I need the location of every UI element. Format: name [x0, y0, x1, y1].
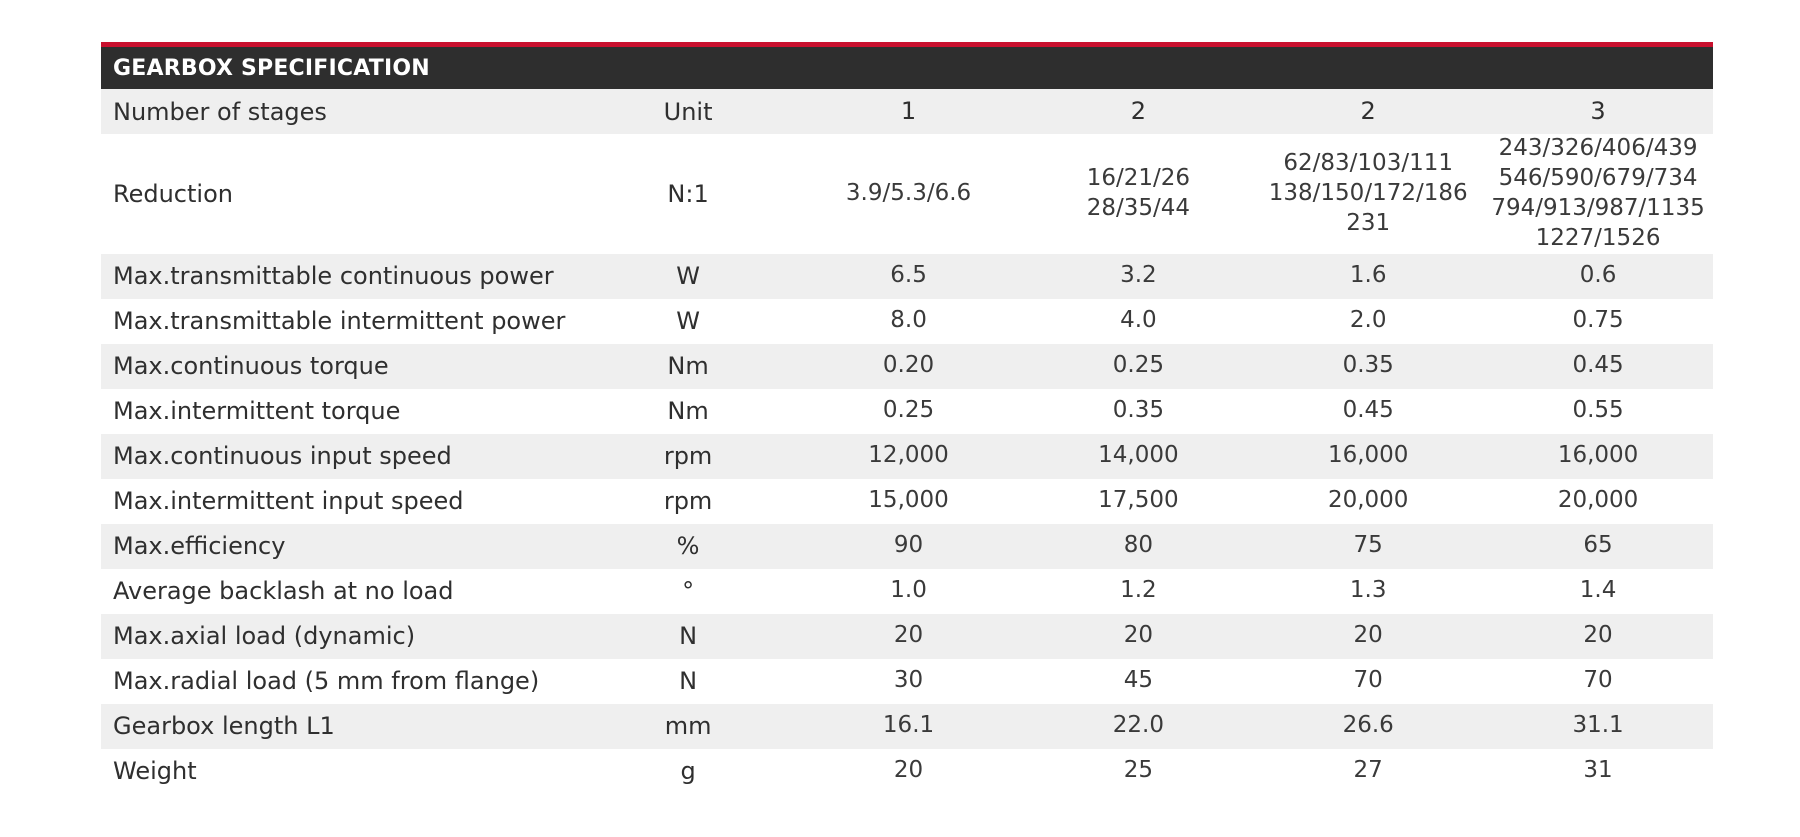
row-value: 31.1	[1483, 704, 1713, 749]
row-value: 16.1	[794, 704, 1024, 749]
row-unit: %	[583, 524, 794, 569]
gearbox-spec-panel	[101, 42, 1713, 794]
row-value: 0.55	[1572, 397, 1624, 424]
spec-table	[101, 89, 1713, 794]
header-unit: Unit	[583, 89, 794, 134]
table-row	[101, 749, 1713, 794]
reduction-line: 16/21/26	[1086, 164, 1191, 191]
reduction-line: 231	[1346, 209, 1391, 236]
row-label: Weight	[113, 757, 197, 786]
table-row	[101, 524, 1713, 569]
table-row	[101, 389, 1713, 434]
reduction-line: 138/150/172/186	[1268, 179, 1468, 206]
reduction-line: 1227/1526	[1535, 224, 1661, 251]
row-unit: mm	[583, 704, 794, 749]
row-value: 80	[1023, 524, 1253, 569]
row-unit: rpm	[583, 434, 794, 479]
reduction-row	[101, 134, 1713, 254]
row-value: 20	[893, 757, 924, 784]
table-row	[101, 254, 1713, 299]
row-unit: Nm	[583, 344, 794, 389]
row-value: 30	[893, 667, 924, 694]
table-row	[101, 704, 1713, 749]
row-label: Max.intermittent input speed	[113, 487, 464, 516]
row-unit: rpm	[663, 487, 713, 516]
row-value: 1.3	[1349, 577, 1387, 604]
row-value: 6.5	[794, 254, 1024, 299]
row-unit: W	[583, 254, 794, 299]
row-label: Max.axial load (dynamic)	[101, 614, 583, 659]
row-value: 45	[1123, 667, 1153, 694]
row-value: 4.0	[1120, 307, 1157, 334]
row-value: 26.6	[1253, 704, 1483, 749]
row-unit: g	[680, 757, 696, 786]
header-stage-2: 2	[1023, 89, 1253, 134]
row-value: 75	[1253, 524, 1483, 569]
row-value: 22.0	[1023, 704, 1253, 749]
row-value: 70	[1353, 667, 1383, 694]
row-value: 20,000	[1557, 487, 1639, 514]
row-value: 25	[1123, 757, 1153, 784]
row-value: 31	[1583, 757, 1613, 784]
row-unit: N	[583, 614, 794, 659]
row-value: 0.75	[1572, 307, 1624, 334]
row-value: 90	[794, 524, 1024, 569]
row-value: 70	[1583, 667, 1613, 694]
row-value: 1.6	[1253, 254, 1483, 299]
row-value: 0.25	[1023, 344, 1253, 389]
row-value: 20	[1023, 614, 1253, 659]
table-row	[101, 659, 1713, 704]
row-value: 16,000	[1253, 434, 1483, 479]
row-value: 65	[1483, 524, 1713, 569]
reduction-cell	[1253, 134, 1483, 254]
row-value: 0.25	[882, 397, 935, 424]
row-label: Average backlash at no load	[113, 577, 454, 606]
row-value: 20	[794, 614, 1024, 659]
row-value: 0.45	[1342, 397, 1394, 424]
row-value: 1.4	[1579, 577, 1617, 604]
reduction-line: 28/35/44	[1086, 194, 1191, 221]
reduction-cell	[1483, 134, 1713, 254]
row-value: 27	[1353, 757, 1383, 784]
row-label: Max.transmittable intermittent power	[113, 307, 566, 336]
row-value: 0.20	[794, 344, 1024, 389]
row-value: 20	[1483, 614, 1713, 659]
reduction-line: 3.9/5.3/6.6	[845, 179, 972, 206]
row-value: 1.0	[890, 577, 927, 604]
row-value: 0.45	[1483, 344, 1713, 389]
row-unit: Nm	[667, 397, 709, 426]
row-value: 20	[1253, 614, 1483, 659]
table-row	[101, 569, 1713, 614]
row-label: Max.transmittable continuous power	[101, 254, 583, 299]
row-value: 16,000	[1483, 434, 1713, 479]
table-header-row	[101, 89, 1713, 134]
table-row	[101, 344, 1713, 389]
row-value: 3.2	[1023, 254, 1253, 299]
row-unit: N:1	[667, 179, 709, 208]
reduction-cell	[794, 134, 1024, 254]
row-label: Max.continuous input speed	[101, 434, 583, 479]
row-label: Max.continuous torque	[101, 344, 583, 389]
row-value: 0.35	[1253, 344, 1483, 389]
header-stage-3: 2	[1253, 89, 1483, 134]
row-value: 0.6	[1483, 254, 1713, 299]
row-label: Gearbox length L1	[101, 704, 583, 749]
header-stage-1: 1	[794, 89, 1024, 134]
table-row	[101, 479, 1713, 524]
row-label: Max.radial load (5 mm from flange)	[113, 667, 540, 696]
reduction-line: 62/83/103/111	[1283, 149, 1453, 176]
row-label: Reduction	[113, 179, 233, 208]
table-row	[101, 299, 1713, 344]
row-unit: W	[676, 307, 700, 336]
row-unit: °	[682, 577, 695, 606]
header-label: Number of stages	[101, 89, 583, 134]
table-row	[101, 614, 1713, 659]
row-value: 14,000	[1023, 434, 1253, 479]
row-value: 0.35	[1112, 397, 1164, 424]
spec-title: GEARBOX SPECIFICATION	[101, 47, 1713, 89]
row-value: 15,000	[868, 487, 949, 514]
row-unit: N	[679, 667, 698, 696]
row-value: 2.0	[1349, 307, 1387, 334]
reduction-cell	[1023, 134, 1253, 254]
row-value: 12,000	[794, 434, 1024, 479]
reduction-line: 243/326/406/439	[1498, 135, 1698, 161]
row-label: Max.intermittent torque	[113, 397, 401, 426]
header-stage-4: 3	[1483, 89, 1713, 134]
table-row	[101, 434, 1713, 479]
row-value: 1.2	[1120, 577, 1157, 604]
reduction-line: 546/590/679/734	[1498, 164, 1698, 191]
row-value: 20,000	[1327, 487, 1409, 514]
row-label: Max.efficiency	[101, 524, 583, 569]
reduction-line: 794/913/987/1135	[1491, 194, 1705, 221]
row-value: 8.0	[890, 307, 927, 334]
row-value: 17,500	[1098, 487, 1179, 514]
